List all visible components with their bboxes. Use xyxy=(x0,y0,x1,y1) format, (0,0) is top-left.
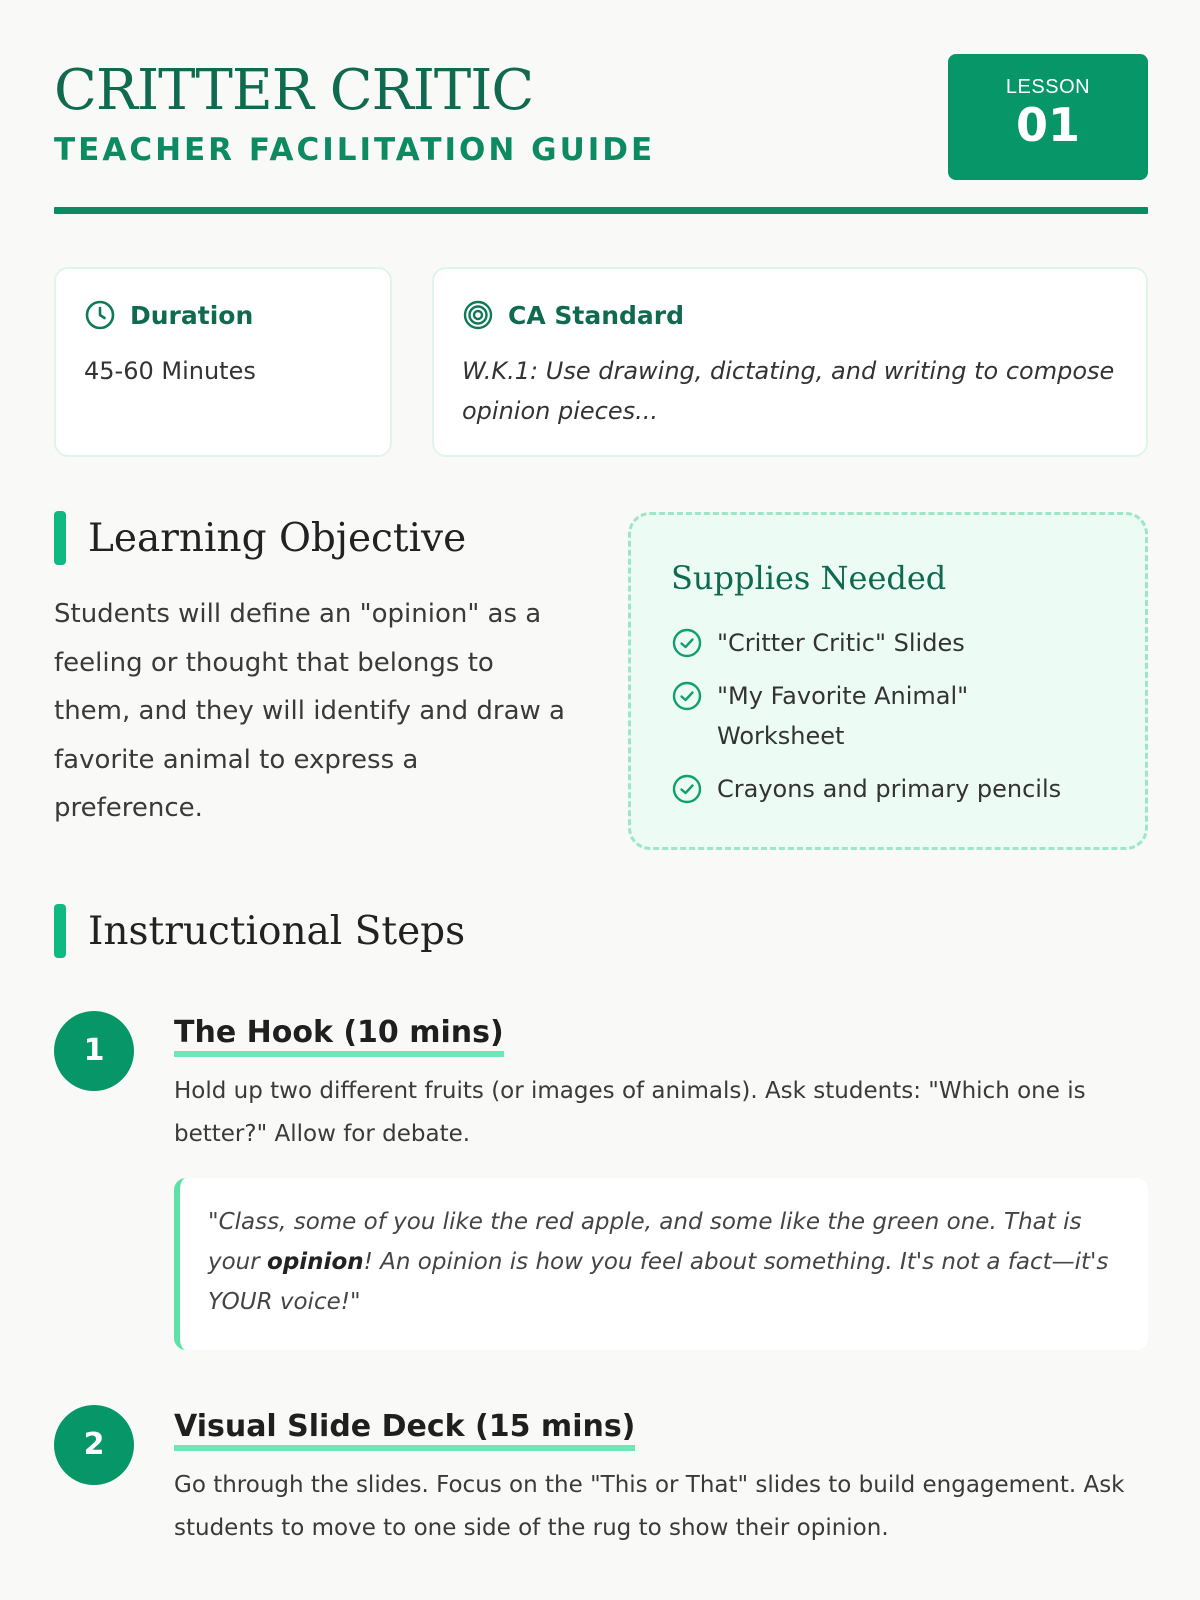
target-icon xyxy=(462,299,494,331)
duration-value: 45-60 Minutes xyxy=(84,357,256,385)
page-subtitle: TEACHER FACILITATION GUIDE xyxy=(54,132,656,168)
step-number-badge: 1 xyxy=(54,1011,134,1091)
page-header xyxy=(54,54,1148,214)
lesson-number: 01 xyxy=(1015,98,1080,152)
standard-card-header xyxy=(462,299,684,331)
supply-item-label: "Critter Critic" Slides xyxy=(717,629,965,657)
step-title: Visual Slide Deck (15 mins) xyxy=(174,1409,635,1451)
teacher-script-quote xyxy=(174,1178,1148,1350)
check-circle-icon xyxy=(671,773,703,805)
supply-item xyxy=(671,623,1111,663)
duration-title: Duration xyxy=(130,300,254,330)
instructional-steps-heading xyxy=(54,904,465,958)
step-description: Hold up two different fruits (or images of animals). Ask students: "Which one is better?" Allow for debate. xyxy=(174,1078,1086,1147)
lesson-label: LESSON xyxy=(1005,76,1091,98)
duration-card-header xyxy=(84,299,253,331)
quote-text: "Class, some of you like the red apple, and some like the green one. That is your xyxy=(208,1209,1082,1275)
supply-item-label: "My Favorite Animal" Worksheet xyxy=(717,682,969,750)
standard-value: W.K.1: Use drawing, dictating, and writing to compose opinion pieces... xyxy=(462,357,1115,425)
instructional-steps-title: Instructional Steps xyxy=(88,908,466,954)
standard-title: CA Standard xyxy=(508,300,685,330)
header-divider xyxy=(54,207,1148,214)
supply-item-label: Crayons and primary pencils xyxy=(717,775,1062,803)
step-title: The Hook (10 mins) xyxy=(174,1015,504,1057)
supply-item xyxy=(671,769,1111,809)
supplies-title: Supplies Needed xyxy=(671,559,947,597)
learning-objective-heading xyxy=(54,511,466,565)
duration-card xyxy=(54,267,392,457)
lesson-guide-page xyxy=(54,0,1148,1600)
lesson-badge xyxy=(948,54,1148,180)
clock-icon xyxy=(84,299,116,331)
learning-objective-text: Students will define an "opinion" as a feeling or thought that belongs to them, and they will identify and draw a favorite animal to express a preference. xyxy=(54,599,565,823)
quote-emphasis: opinion xyxy=(267,1249,364,1275)
supply-item xyxy=(671,676,1111,756)
section-accent-bar xyxy=(54,904,66,958)
page-title: CRITTER CRITIC xyxy=(54,58,534,123)
learning-objective-title: Learning Objective xyxy=(88,515,467,561)
standard-card xyxy=(432,267,1148,457)
step-description: Go through the slides. Focus on the "This or That" slides to build engagement. Ask students to move to one side of the rug to show their opinion. xyxy=(174,1472,1125,1541)
check-circle-icon xyxy=(671,680,703,712)
step-number-badge: 2 xyxy=(54,1405,134,1485)
section-accent-bar xyxy=(54,511,66,565)
quote-text: ! An opinion is how you feel about something. It's not a fact—it's YOUR voice!" xyxy=(208,1249,1109,1315)
supplies-panel xyxy=(628,512,1148,850)
check-circle-icon xyxy=(671,627,703,659)
